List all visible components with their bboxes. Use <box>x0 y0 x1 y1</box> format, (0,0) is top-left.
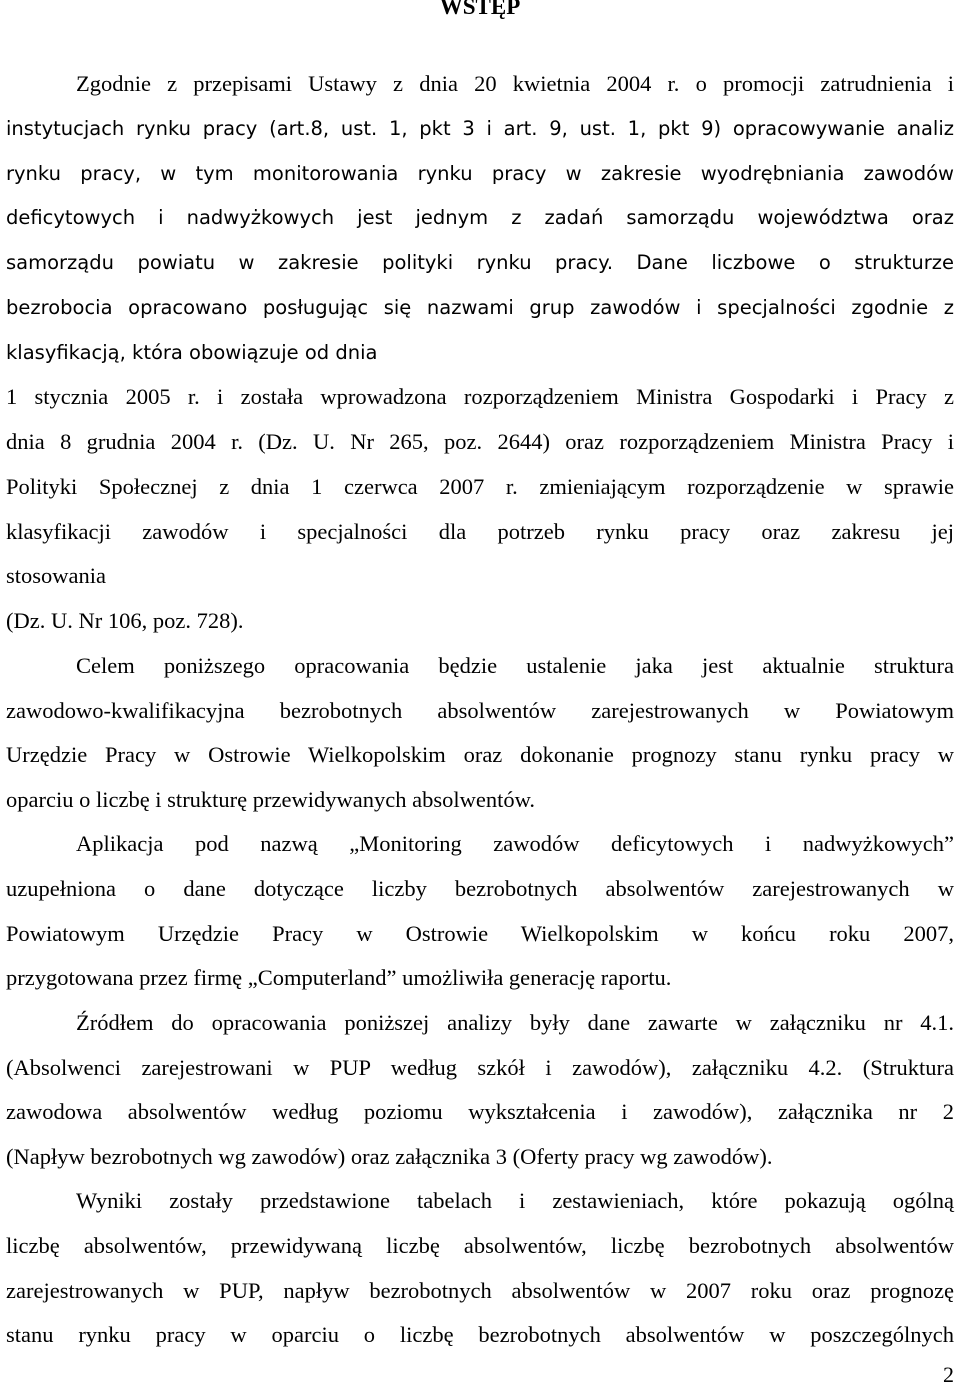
text-line: Aplikacja pod nazwą „Monitoring zawodów deficytowych i nadwyżkowych” <box>76 831 954 856</box>
text-line: (Napływ bezrobotnych wg zawodów) oraz załącznika 3 (Oferty pracy wg zawodów). <box>6 1144 773 1169</box>
text-line: Zgodnie z przepisami Ustawy z dnia 20 kwietnia 2004 r. o promocji zatrudnienia i <box>76 71 954 96</box>
text-line: przygotowana przez firmę „Computerland” umożliwiła generację raportu. <box>6 965 672 990</box>
text-line: Urzędzie Pracy w Ostrowie Wielkopolskim oraz dokonanie prognozy stanu rynku pracy w <box>6 742 954 767</box>
page-number: 2 <box>943 1362 954 1387</box>
text-line: (Absolwenci zarejestrowani w PUP według szkół i zawodów), załączniku 4.2. (Struktura <box>6 1055 954 1080</box>
text-line: Wyniki zostały przedstawione tabelach i zestawieniach, które pokazują ogólną <box>76 1188 954 1213</box>
text-line: instytucjach rynku pracy (art.8, ust. 1, pkt 3 i art. 9, ust. 1, pkt 9) opracowywanie analiz <box>6 117 954 140</box>
text-line: samorządu powiatu w zakresie polityki rynku pracy. Dane liczbowe o strukturze <box>6 251 954 274</box>
text-line: deficytowych i nadwyżkowych jest jednym z zadań samorządu województwa oraz <box>6 206 954 229</box>
text-line: dnia 8 grudnia 2004 r. (Dz. U. Nr 265, poz. 2644) oraz rozporządzeniem Ministra Pracy i <box>6 429 954 454</box>
text-line: stanu rynku pracy w oparciu o liczbę bezrobotnych absolwentów w poszczególnych <box>6 1322 954 1347</box>
text-line: klasyfikacji zawodów i specjalności dla potrzeb rynku pracy oraz zakresu jej <box>6 519 954 544</box>
text-line: (Dz. U. Nr 106, poz. 728). <box>6 608 244 633</box>
text-line: Powiatowym Urzędzie Pracy w Ostrowie Wielkopolskim w końcu roku 2007, <box>6 921 954 946</box>
text-line: Polityki Społecznej z dnia 1 czerwca 2007 r. zmieniającym rozporządzenie w sprawie <box>6 474 954 499</box>
text-line: rynku pracy, w tym monitorowania rynku pracy w zakresie wyodrębniania zawodów <box>6 162 954 185</box>
text-line: uzupełniona o dane dotyczące liczby bezrobotnych absolwentów zarejestrowanych w <box>6 876 954 901</box>
text-line: stosowania <box>6 563 106 588</box>
page-title: WSTĘP <box>439 0 521 19</box>
text-line: oparciu o liczbę i strukturę przewidywanych absolwentów. <box>6 787 535 812</box>
text-line: Celem poniższego opracowania będzie ustalenie jaka jest aktualnie struktura <box>76 653 954 678</box>
text-line: zarejestrowanych w PUP, napływ bezrobotnych absolwentów w 2007 roku oraz prognozę <box>6 1278 954 1303</box>
text-line: zawodowa absolwentów według poziomu wykształcenia i zawodów), załącznika nr 2 <box>6 1099 954 1124</box>
text-line: klasyfikacją, która obowiązuje od dnia <box>6 341 378 364</box>
text-line: zawodowo-kwalifikacyjna bezrobotnych absolwentów zarejestrowanych w Powiatowym <box>6 698 954 723</box>
text-line: Źródłem do opracowania poniższej analizy były dane zawarte w załączniku nr 4.1. <box>76 1010 954 1035</box>
text-line: 1 stycznia 2005 r. i została wprowadzona rozporządzeniem Ministra Gospodarki i Pracy z <box>6 384 954 409</box>
text-line: bezrobocia opracowano posługując się nazwami grup zawodów i specjalności zgodnie z <box>6 296 954 319</box>
text-line: liczbę absolwentów, przewidywaną liczbę absolwentów, liczbę bezrobotnych absolwentów <box>6 1233 954 1258</box>
